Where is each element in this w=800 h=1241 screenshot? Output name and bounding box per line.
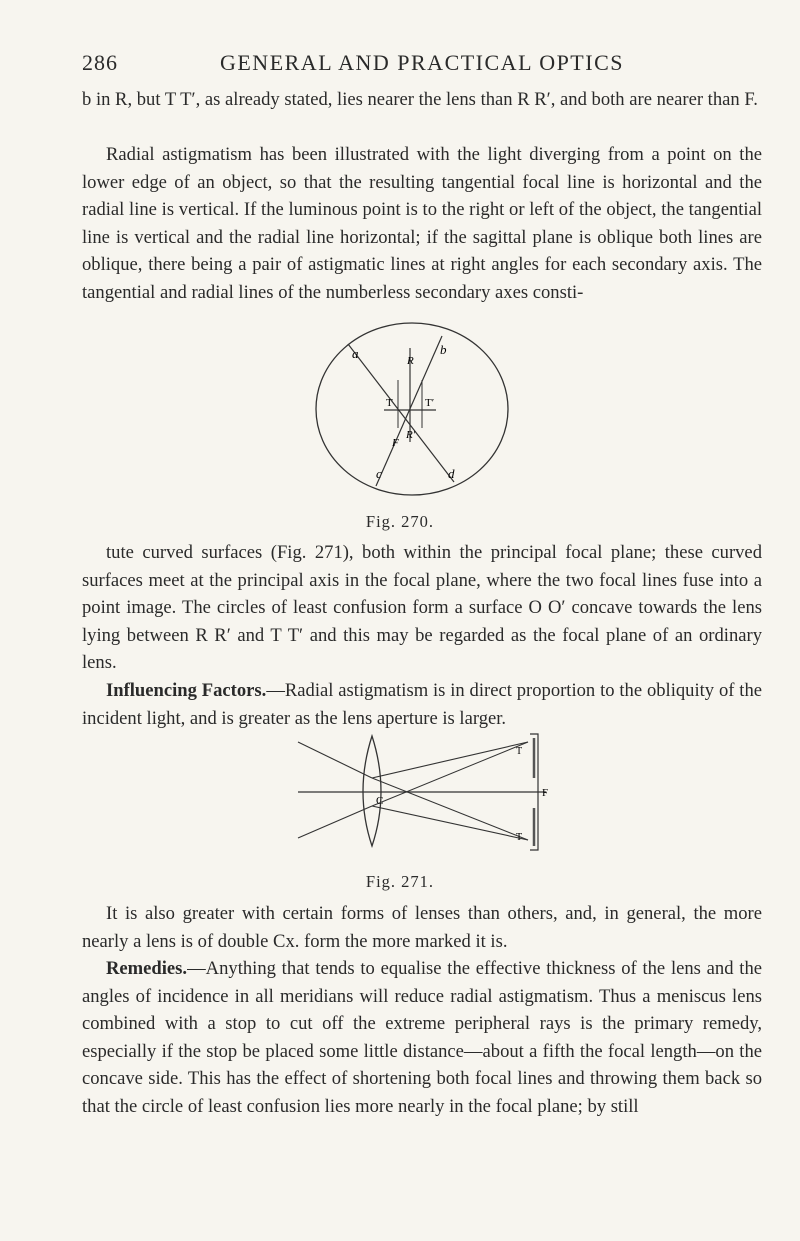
figure-271-ray-upper-in (298, 742, 372, 778)
text-remedies: —Anything that tends to equalise the effective thickness of the lens and the angles of incidence in all meridians will reduce radial astigmatism. Thus a meniscus lens combined with a stop to cut off the extreme peripheral rays is the primary remedy, especially if the stop be placed some little distance—about a fifth the focal length—on the concave side. This has the effect of shortening both focal lines and throwing them back so that the circle of least confusion lies more nearly in the focal plane; by still (82, 958, 762, 1117)
heading-influencing-factors: Influencing Factors. (106, 680, 267, 701)
figure-270-label-t2: T′ (425, 397, 435, 409)
paragraph-influencing-factors (82, 677, 762, 732)
paragraph-curved-surfaces: tute curved surfaces (Fig. 271), both within the principal focal plane; these curved surfaces meet at the principal axis in the focal plane, where the two focal lines fuse into a point image. The circles of least confusion form a surface O O′ concave towards the lens lying between R R′ and T T′ and this may be regarded as the focal plane of an ordinary lens. (82, 542, 762, 673)
figure-270-label-b: b (440, 342, 447, 357)
figure-271-label-t: T (516, 746, 523, 757)
figure-271-diagram (290, 728, 570, 858)
figure-271-ray-lower-out (372, 806, 528, 840)
paragraph-radial-astigmatism: Radial astigmatism has been illustrated with the light diverging from a point on the lower edge of an object, so that the resulting tangential focal line is horizontal and the radial line is vertical. If the luminous point is to the right or left of the object, the tangential line is vertical and the radial line horizontal; if the sagittal plane is oblique both lines are oblique, there being a pair of astigmatic lines at right angles for each secondary axis. The tangential and radial lines of the numberless secondary axes consti- (82, 144, 762, 303)
figure-271-ray-cross1 (372, 778, 528, 840)
figure-271-caption: Fig. 271. (365, 872, 435, 891)
page-header (82, 44, 762, 80)
paragraph-continuation: b in R, but T T′, as already stated, lies nearer the lens than R R′, and both are nearer than F. (82, 89, 758, 110)
figure-270-label-t: T (386, 397, 393, 409)
figure-271-label-c: C (376, 795, 384, 807)
figure-271-label-t2: T (516, 832, 523, 843)
figure-270-label-f: F (392, 437, 399, 449)
figure-270-label-a: a (352, 346, 359, 361)
figure-271-lens (363, 736, 384, 846)
figure-271-ray-cross2 (372, 742, 528, 806)
figure-270-circle (316, 323, 508, 495)
figure-271-ray-lower-in (298, 806, 372, 838)
figure-270-label-r: R (407, 355, 414, 367)
heading-remedies: Remedies. (106, 958, 188, 979)
figure-271-ray-upper-out (372, 742, 528, 778)
paragraph-remedies (82, 955, 762, 1120)
figure-270-line-ad (348, 344, 454, 482)
figure-270-caption: Fig. 270. (365, 512, 435, 531)
figure-271-label-f: F (542, 787, 549, 799)
text-influencing-factors: —Radial astigmatism is in direct proportion to the obliquity of the incident light, and is greater as the lens aperture is larger. (82, 680, 762, 729)
running-head: GENERAL AND PRACTICAL OPTICS (219, 50, 624, 75)
figure-270-label-c: c (376, 466, 382, 481)
figure-270-label-r2: R′ (406, 429, 416, 441)
page-number: 286 (82, 50, 118, 75)
figure-270-label-d: d (448, 466, 455, 481)
paragraph-forms-of-lenses: It is also greater with certain forms of lenses than others, and, in general, the more nearly a lens is of double Cx. form the more marked it is. (82, 903, 762, 952)
figure-270-diagram (300, 322, 520, 514)
